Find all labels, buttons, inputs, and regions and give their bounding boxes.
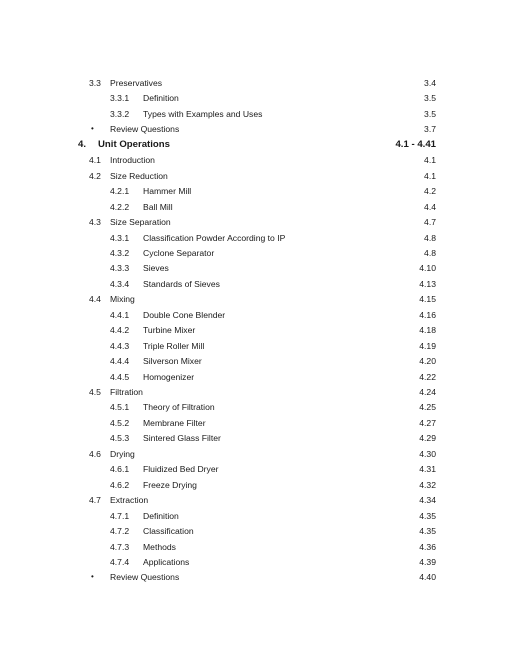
toc-entry [0, 200, 510, 214]
toc-entry [0, 107, 510, 121]
toc-entry-number: 3.3 [89, 78, 101, 88]
toc-entry-title: Methods [143, 541, 176, 552]
toc-entry-page: 4.29 [419, 433, 436, 444]
toc-entry [0, 323, 510, 337]
toc-entry [0, 76, 510, 90]
toc-entry-page: 3.7 [424, 124, 436, 135]
toc-entry-title: Introduction [110, 155, 155, 166]
toc-entry-number: 4.6.1 [110, 464, 130, 475]
toc-entry-title: Extraction [110, 495, 149, 506]
toc-entry-number: 4.1 [89, 155, 101, 166]
toc-entry-page: 4.31 [419, 464, 436, 475]
toc-entry [0, 261, 510, 275]
toc-entry-page: 4.1 - 4.41 [395, 138, 436, 150]
toc-chapter-entry [0, 138, 510, 152]
toc-entry-title: Review Questions [110, 124, 180, 135]
toc-entry-page: 4.16 [419, 309, 436, 320]
toc-entry-page: 3.4 [424, 78, 436, 88]
toc-entry-page: 3.5 [424, 93, 436, 104]
toc-entry-title: Sintered Glass Filter [143, 433, 221, 444]
toc-entry-number: 4.3.1 [110, 232, 130, 243]
toc-entry-number: 3.3.2 [110, 108, 130, 119]
toc-entry-title: Unit Operations [98, 138, 170, 150]
toc-entry-number: 4.4 [89, 294, 101, 305]
toc-entry-page: 4.8 [424, 247, 436, 258]
toc-entry-page: 4.10 [419, 263, 436, 274]
toc-entry-title: Silverson Mixer [143, 356, 202, 367]
toc-entry-number: 4.7.3 [110, 541, 130, 552]
toc-entry-page: 4.2 [424, 186, 436, 197]
bullet-icon: • [91, 572, 94, 582]
toc-entry-title: Drying [110, 448, 135, 459]
toc-entry-number: 4.7 [89, 495, 101, 506]
toc-entry [0, 246, 510, 260]
toc-entry [0, 431, 510, 445]
toc-entry [0, 339, 510, 353]
toc-entry-number: 4.4.1 [110, 309, 130, 320]
toc-entry-title: Preservatives [110, 78, 163, 88]
toc-entry [0, 540, 510, 554]
toc-entry-page: 4.32 [419, 479, 436, 490]
toc-entry-title: Filtration [110, 387, 143, 397]
toc-entry-number: 4.3 [89, 217, 101, 228]
toc-entry-number: 4.3.4 [110, 278, 130, 289]
toc-entry-number: 4.2.2 [110, 201, 130, 212]
toc-entry [0, 462, 510, 476]
toc-entry-page: 4.22 [419, 371, 436, 382]
toc-entry-title: Applications [143, 556, 190, 567]
toc-entry-page: 4.30 [419, 448, 436, 459]
toc-entry [0, 354, 510, 368]
toc-entry-title: Membrane Filter [143, 417, 206, 428]
toc-entry-number: 4.7.1 [110, 510, 130, 521]
toc-entry-number: 4.4.2 [110, 325, 130, 336]
toc-entry [0, 184, 510, 198]
toc-entry-title: Double Cone Blender [143, 309, 226, 320]
toc-entry-title: Fluidized Bed Dryer [143, 464, 219, 475]
toc-entry-page: 4.39 [419, 556, 436, 567]
toc-entry-page: 4.20 [419, 356, 436, 367]
toc-entry-title: Size Reduction [110, 170, 168, 181]
toc-entry-page: 3.5 [424, 108, 436, 119]
toc-entry-number: 4.2 [89, 170, 101, 181]
toc-entry-title: Mixing [110, 294, 135, 305]
toc-entry [0, 478, 510, 492]
toc-entry-title: Types with Examples and Uses [143, 108, 263, 119]
toc-entry-number: 4.2.1 [110, 186, 130, 197]
toc-entry [0, 555, 510, 569]
toc-entry [0, 509, 510, 523]
toc-entry-title: Standards of Sieves [143, 278, 220, 289]
toc-entry-title: Definition [143, 510, 179, 521]
toc-entry [0, 231, 510, 245]
toc-entry [0, 447, 510, 461]
toc-entry-page: 4.1 [424, 155, 436, 166]
toc-entry-number: 4.4.5 [110, 371, 130, 382]
toc-entry-title: Classification Powder According to IP [143, 232, 286, 243]
toc-entry-title: Theory of Filtration [143, 402, 215, 413]
toc-entry-page: 4.18 [419, 325, 436, 336]
toc-entry-title: Size Separation [110, 217, 171, 228]
toc-entry [0, 570, 510, 584]
toc-entry [0, 370, 510, 384]
toc-entry [0, 169, 510, 183]
toc-entry-title: Review Questions [110, 572, 180, 583]
toc-entry-number: 4.6.2 [110, 479, 130, 490]
toc-entry-page: 4.13 [419, 278, 436, 289]
toc-entry [0, 416, 510, 430]
toc-entry-page: 4.1 [424, 170, 436, 181]
toc-entry-title: Classification [143, 526, 194, 537]
toc-entry-number: 4.4.3 [110, 340, 130, 351]
toc-entry-number: 4.6 [89, 448, 101, 459]
toc-entry-page: 4.36 [419, 541, 436, 552]
toc-entry-page: 4.8 [424, 232, 436, 243]
toc-entry-number: 4. [78, 138, 87, 150]
toc-entry [0, 215, 510, 229]
toc-entry-number: 4.4.4 [110, 356, 130, 367]
toc-entry [0, 91, 510, 105]
toc-entry [0, 122, 510, 136]
toc-entry [0, 385, 510, 399]
toc-entry-page: 4.24 [419, 387, 436, 397]
toc-entry-title: Definition [143, 93, 179, 104]
toc-entry-title: Homogenizer [143, 371, 195, 382]
toc-entry-title: Turbine Mixer [143, 325, 196, 336]
toc-entry-title: Sieves [143, 263, 169, 274]
toc-entry-title: Ball Mill [143, 201, 173, 212]
toc-entry [0, 524, 510, 538]
toc-entry-page: 4.4 [424, 201, 436, 212]
toc-entry [0, 400, 510, 414]
toc-entry-page: 4.34 [419, 495, 436, 506]
toc-entry-number: 4.3.3 [110, 263, 130, 274]
toc-entry-number: 4.7.4 [110, 556, 130, 567]
toc-entry [0, 277, 510, 291]
toc-entry-title: Hammer Mill [143, 186, 192, 197]
toc-entry-page: 4.35 [419, 526, 436, 537]
toc-entry-page: 4.25 [419, 402, 436, 413]
toc-entry-page: 4.15 [419, 294, 436, 305]
toc-entry-number: 4.5.1 [110, 402, 130, 413]
toc-entry-title: Freeze Drying [143, 479, 197, 490]
toc-entry-page: 4.40 [419, 572, 436, 583]
bullet-icon: • [91, 124, 94, 134]
toc-entry-title: Triple Roller Mill [143, 340, 205, 351]
toc-entry-page: 4.7 [424, 217, 436, 228]
toc-entry-page: 4.35 [419, 510, 436, 521]
toc-entry-number: 4.5 [89, 387, 101, 397]
toc-entry [0, 153, 510, 167]
toc-entry [0, 292, 510, 306]
toc-entry-number: 4.5.2 [110, 417, 130, 428]
toc-entry [0, 308, 510, 322]
toc-entry-number: 4.3.2 [110, 247, 130, 258]
toc-entry-number: 3.3.1 [110, 93, 130, 104]
toc-entry-number: 4.5.3 [110, 433, 130, 444]
toc-entry-title: Cyclone Separator [143, 247, 215, 258]
toc-entry-number: 4.7.2 [110, 526, 130, 537]
toc-entry [0, 493, 510, 507]
toc-entry-page: 4.19 [419, 340, 436, 351]
toc-entry-page: 4.27 [419, 417, 436, 428]
